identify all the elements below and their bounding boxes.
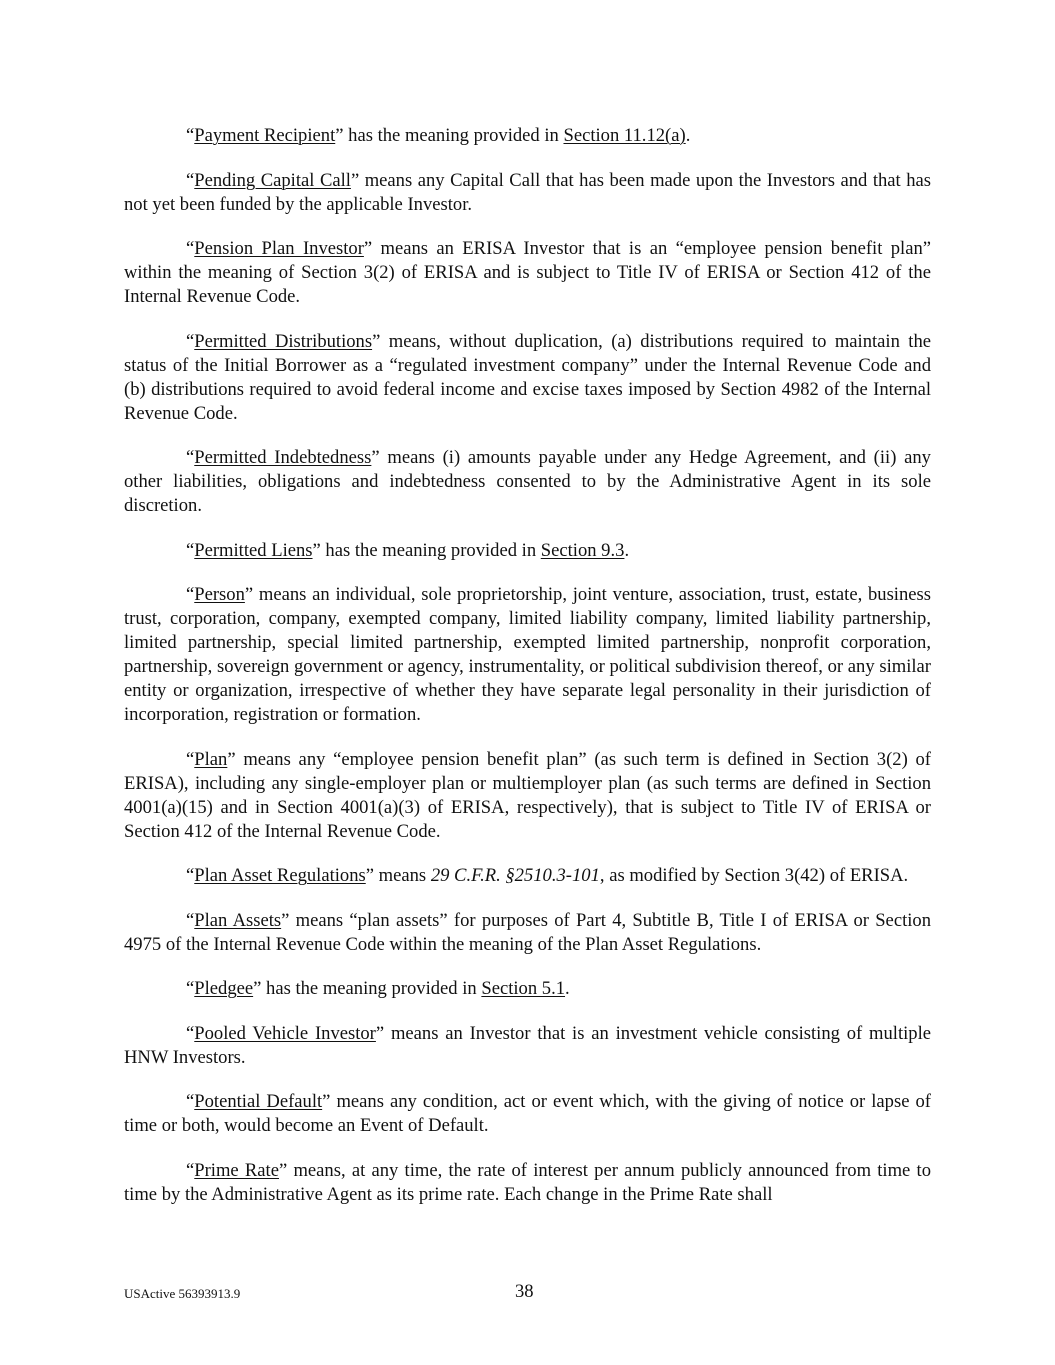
defined-term: Pooled Vehicle Investor bbox=[194, 1022, 376, 1044]
defined-term: Person bbox=[194, 584, 245, 605]
defined-term: Permitted Liens bbox=[194, 539, 313, 561]
section-reference: Section 5.1 bbox=[481, 978, 566, 999]
defined-term: Plan Asset Regulations bbox=[194, 865, 366, 886]
definition-prime-rate: “Prime Rate” means, at any time, the rate of interest per annum publicly announced from time to time by the Administrative Agent as its prime rate. Each change in the Prime Rate shall bbox=[124, 1159, 931, 1205]
definition-payment-recipient: “Payment Recipient” has the meaning provided in Section 11.12(a). bbox=[186, 125, 691, 146]
definition-pledgee: “Pledgee” has the meaning provided in Section 5.1. bbox=[186, 978, 570, 999]
document-id: USActive 56393913.9 bbox=[124, 1286, 241, 1301]
definition-pooled-vehicle-investor: “Pooled Vehicle Investor” means an Investor that is an investment vehicle consisting of multiple HNW Investors. bbox=[124, 1022, 931, 1068]
definition-pending-capital-call: “Pending Capital Call” means any Capital Call that has been made upon the Investors and that has not yet been funded by the applicable Investor. bbox=[124, 169, 932, 215]
defined-term: Pension Plan Investor bbox=[194, 238, 364, 259]
definition-person: “Person” means an individual, sole proprietorship, joint venture, association, trust, estate, business trust, corporation, company, exempted company, limited liability company, limited liability partnership, limited partnership, special limited partnership, exempted limited partnership, nonprofit corporation, partnership, sovereign government or agency, instrumentality, or political subdivision thereof, or any similar entity or organization, irrespective of whether they have separate legal personality in their jurisdiction of incorporation, registration or formation. bbox=[124, 584, 931, 725]
definition-potential-default: “Potential Default” means any condition, act or event which, with the giving of notice or lapse of time or both, would become an Event of Default. bbox=[124, 1091, 931, 1136]
defined-term: Plan bbox=[194, 748, 228, 770]
definition-permitted-indebtedness: “Permitted Indebtedness” means (i) amounts payable under any Hedge Agreement, and (ii) any other liabilities, obligations and indebtedness consented to by the Administrative Agent in its sole discretion. bbox=[124, 447, 931, 516]
page-number: 38 bbox=[515, 1281, 534, 1302]
defined-term: Permitted Indebtedness bbox=[194, 447, 372, 468]
definition-plan-asset-regulations: “Plan Asset Regulations” means 29 C.F.R. §2510.3-101, as modified by Section 3(42) of ERISA. bbox=[186, 865, 909, 886]
defined-term: Pledgee bbox=[194, 978, 254, 999]
defined-term: Potential Default bbox=[194, 1091, 323, 1112]
defined-term: Permitted Distributions bbox=[194, 330, 373, 352]
section-reference: Section 9.3 bbox=[540, 539, 625, 561]
definition-pension-plan-investor: “Pension Plan Investor” means an ERISA Investor that is an “employee pension benefit plan” within the meaning of Section 3(2) of ERISA and is subject to Title IV of ERISA or Section 412 of the Internal Revenue Code. bbox=[124, 238, 932, 307]
definition-plan: “Plan” means any “employee pension benefit plan” (as such term is defined in Section 3(2) of ERISA), including any single-employer plan or multiemployer plan (as such terms are defined in Section 4001(a)(15) and in Section 4001(a)(3) of ERISA, respectively), that is subject to Title IV of ERISA or Section 412 of the Internal Revenue Code. bbox=[124, 748, 931, 842]
defined-term: Payment Recipient bbox=[194, 125, 336, 146]
definition-plan-assets: “Plan Assets” means “plan assets” for purposes of Part 4, Subtitle B, Title I of ERISA or Section 4975 of the Internal Revenue Code within the meaning of the Plan Asset Regulations. bbox=[124, 909, 931, 955]
defined-term: Prime Rate bbox=[194, 1159, 279, 1181]
defined-term: Pending Capital Call bbox=[194, 169, 351, 191]
definition-permitted-distributions: “Permitted Distributions” means, without duplication, (a) distributions required to maintain the status of the Initial Borrower as a “regulated investment company” under the Internal Revenue Code and (b) distributions required to avoid federal income and excise taxes imposed by Section 4982 of the Internal Revenue Code. bbox=[124, 330, 931, 424]
section-reference: Section 11.12(a) bbox=[563, 125, 686, 146]
defined-term: Plan Assets bbox=[194, 909, 282, 931]
definition-permitted-liens: “Permitted Liens” has the meaning provided in Section 9.3. bbox=[186, 539, 630, 561]
document-body bbox=[124, 124, 931, 1227]
regulation-citation: 29 C.F.R. §2510.3-101 bbox=[430, 865, 600, 886]
